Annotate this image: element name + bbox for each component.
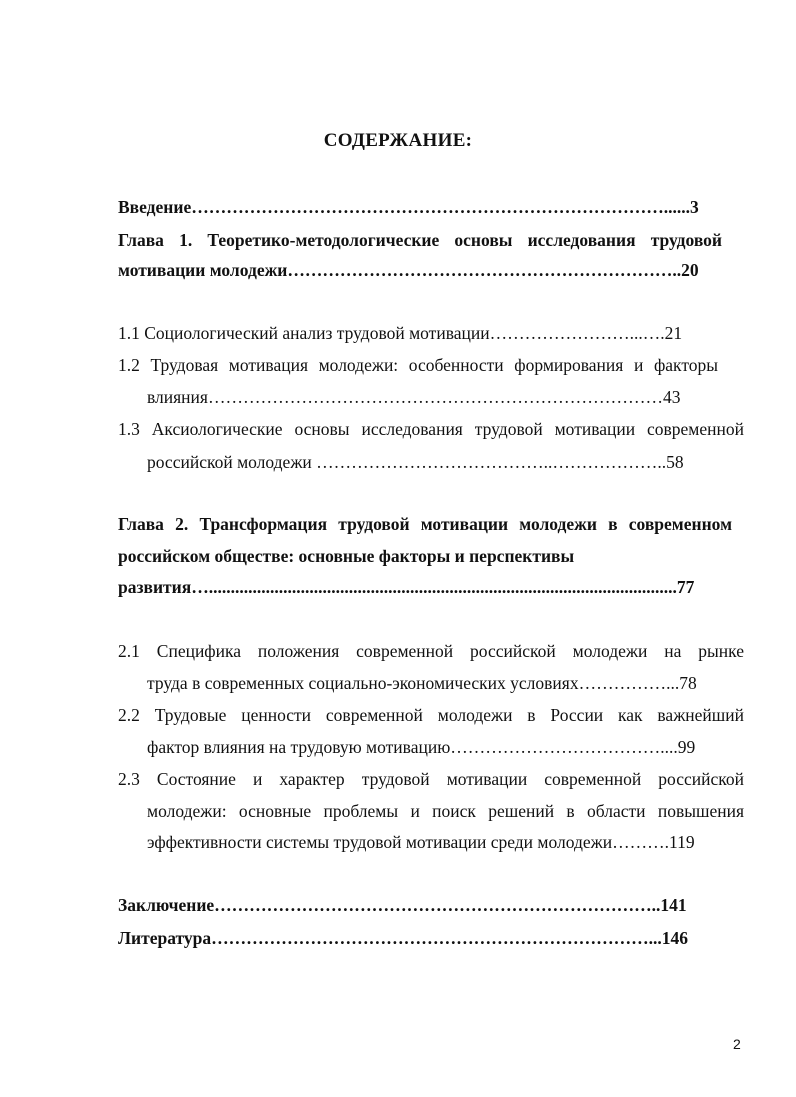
page-number: 2 xyxy=(733,1036,741,1052)
toc-chapter-1-line-2: мотивации молодежи…………………………………………………………..20 xyxy=(118,260,699,280)
toc-chapter-2-line-1: Глава 2. Трансформация трудовой мотивации молодежи в современном xyxy=(118,514,732,534)
toc-section-2-3-line-2: молодежи: основные проблемы и поиск решений в области повышения xyxy=(147,801,744,821)
toc-section-2-1-line-2: труда в современных социально-экономических условиях……………...78 xyxy=(147,673,697,693)
toc-section-2-3-line-3: эффективности системы трудовой мотивации среди молодежи……….119 xyxy=(147,832,695,852)
toc-section-1-3-line-2: российской молодежи …………………………………..………………..58 xyxy=(147,452,684,472)
toc-section-2-2-line-1: 2.2 Трудовые ценности современной молодежи в России как важнейший xyxy=(118,705,744,725)
toc-entry-conclusion: Заключение…………………………………………………………………..141 xyxy=(118,895,687,915)
toc-chapter-2-line-2: российском обществе: основные факторы и перспективы xyxy=(118,546,575,566)
toc-chapter-2-line-3: развития…...........................................................................................................77 xyxy=(118,577,695,597)
toc-section-2-2-line-2: фактор влияния на трудовую мотивацию………………………………....99 xyxy=(147,737,696,757)
page-title: СОДЕРЖАНИЕ: xyxy=(323,130,473,151)
toc-section-2-3-line-1: 2.3 Состояние и характер трудовой мотивации современной российской xyxy=(118,769,744,789)
toc-section-1-1: 1.1 Социологический анализ трудовой мотивации……………………...….21 xyxy=(118,323,683,343)
toc-chapter-1-line-1: Глава 1. Теоретико-методологические основы исследования трудовой xyxy=(118,230,722,250)
toc-entry-literature: Литература…………………………………………………………………...146 xyxy=(118,928,688,948)
toc-section-1-2-line-1: 1.2 Трудовая мотивация молодежи: особенности формирования и факторы xyxy=(118,355,718,375)
toc-section-1-3-line-1: 1.3 Аксиологические основы исследования трудовой мотивации современной xyxy=(118,419,744,439)
toc-section-1-2-line-2: влияния……………………………………………………………………43 xyxy=(147,387,681,407)
toc-section-2-1-line-1: 2.1 Специфика положения современной российской молодежи на рынке xyxy=(118,641,744,661)
toc-entry-introduction: Введение………………………………………………………………………......3 xyxy=(118,197,699,217)
